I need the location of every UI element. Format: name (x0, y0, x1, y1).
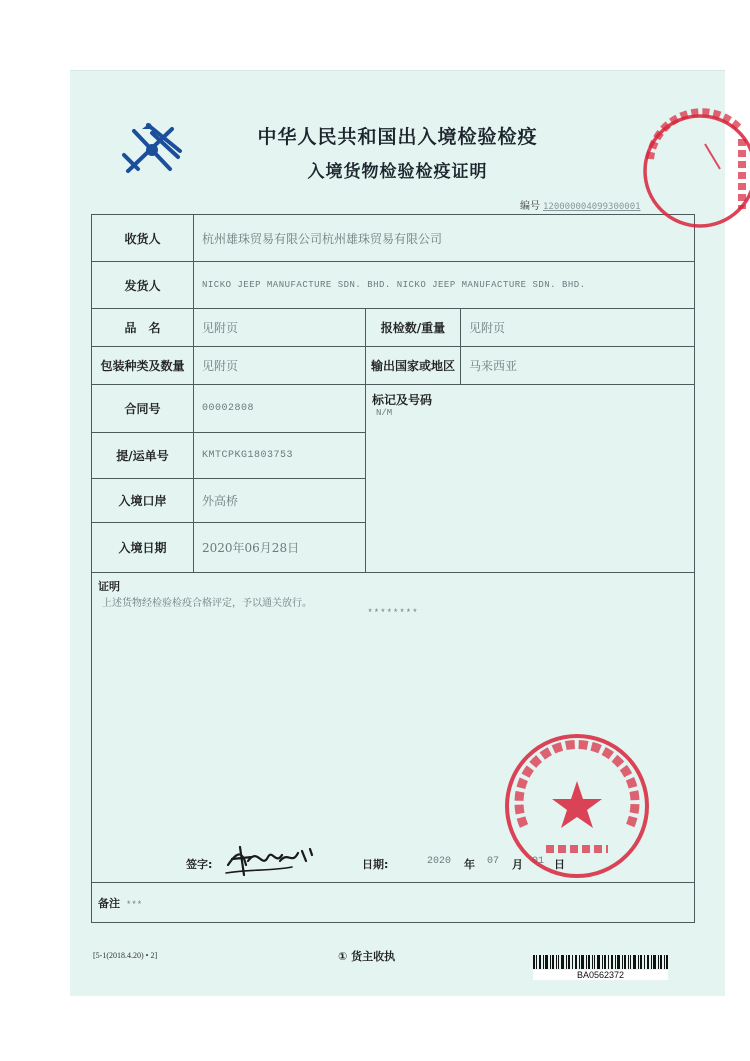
date-day: 01 (532, 856, 545, 867)
entry-port-value: 外高桥 (194, 479, 366, 523)
date-year: 2020 (427, 856, 452, 867)
serial-number (520, 197, 641, 212)
serial-label: 编号 (520, 201, 540, 212)
export-country-value: 马来西亚 (461, 347, 695, 385)
bill-no-label: 提/运单号 (92, 433, 194, 479)
document-subtitle: 入境货物检验检疫证明 (307, 162, 488, 182)
remarks-label: 备注 (98, 896, 120, 910)
consignee-label: 收货人 (92, 215, 194, 262)
row-remarks (92, 883, 695, 923)
barcode-number: BA0562372 (533, 970, 668, 980)
row-goods (92, 309, 695, 347)
certificate-stars: ******** (367, 608, 419, 618)
declared-qty-value: 见附页 (461, 309, 695, 347)
packing-label: 包装种类及数量 (92, 347, 194, 385)
serial-value: 120000004099300001 (543, 202, 641, 212)
consignor-value: NICKO JEEP MANUFACTURE SDN. BHD. NICKO JEEP MANUFACTURE SDN. BHD. (194, 262, 695, 309)
entry-date-label: 入境日期 (92, 523, 194, 573)
entry-date-value: 2020年06月28日 (194, 523, 366, 573)
declared-qty-label: 报检数/重量 (366, 309, 461, 347)
contract-no-label: 合同号 (92, 385, 194, 433)
goods-name-value: 见附页 (194, 309, 366, 347)
consignee-value: 杭州雄珠贸易有限公司杭州雄珠贸易有限公司 (194, 215, 695, 262)
remarks-value: *** (126, 899, 143, 910)
handwritten-signature (222, 835, 318, 879)
date-day-unit: 日 (554, 858, 565, 871)
copy-holder-label: ① 货主收执 (338, 950, 396, 963)
certificate-sheet (70, 70, 725, 996)
marks-value: N/M (376, 408, 393, 418)
goods-name-label: 品 名 (92, 309, 194, 347)
date-month-unit: 月 (512, 858, 523, 871)
certificate-text: 上述货物经检验检疫合格评定，予以通关放行。 (102, 598, 312, 609)
row-contract (92, 385, 695, 433)
date-month: 07 (487, 856, 500, 867)
certificate-label: 证明 (98, 580, 120, 593)
form-code: [5-1(2018.4.20) • 2] (93, 951, 158, 960)
date-label: 日期: (362, 858, 389, 871)
customs-official-seal (502, 731, 652, 881)
row-consignee (92, 215, 695, 262)
row-consignor (92, 262, 695, 309)
document-title: 中华人民共和国出入境检验检疫 (257, 126, 538, 148)
packing-value: 见附页 (194, 347, 366, 385)
contract-no-value: 00002808 (194, 385, 366, 433)
remarks-cell (92, 883, 695, 923)
signature-label: 签字: (186, 858, 213, 871)
row-packing (92, 347, 695, 385)
date-year-unit: 年 (464, 858, 475, 871)
barcode-icon (533, 955, 668, 969)
marks-cell (366, 385, 695, 573)
top-right-seal (630, 99, 750, 229)
bill-no-value: KMTCPKG1803753 (194, 433, 366, 479)
marks-label: 标记及号码 (372, 393, 433, 407)
export-country-label: 输出国家或地区 (366, 347, 461, 385)
entry-port-label: 入境口岸 (92, 479, 194, 523)
consignor-label: 发货人 (92, 262, 194, 309)
